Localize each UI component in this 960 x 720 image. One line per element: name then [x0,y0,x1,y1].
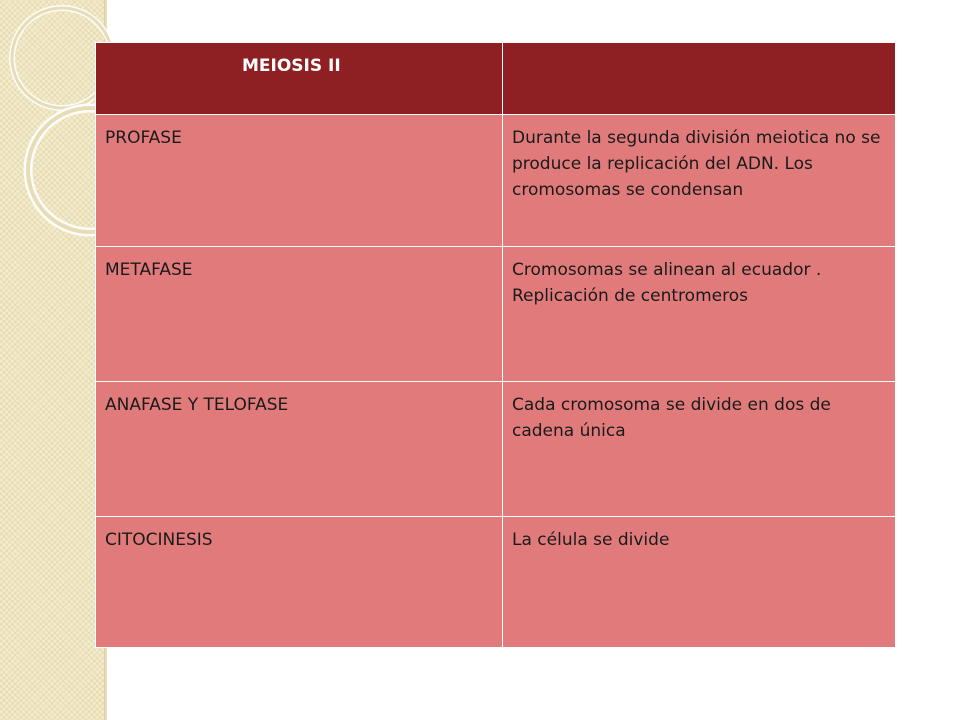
description-cell: Cromosomas se alinean al ecuador . Replicación de centromeros [503,247,896,382]
header-empty-cell [503,43,896,115]
description-cell: La célula se divide [503,517,896,648]
table-row [96,247,896,382]
table-row [96,115,896,247]
description-cell: Durante la segunda división meiotica no se produce la replicación del ADN. Los cromosomas se condensan [503,115,896,247]
table-header-row [96,43,896,115]
phase-cell: ANAFASE Y TELOFASE [96,382,503,517]
phase-cell: PROFASE [96,115,503,247]
table-row [96,517,896,648]
header-title-cell: MEIOSIS II [96,43,503,115]
phase-cell: METAFASE [96,247,503,382]
phase-cell: CITOCINESIS [96,517,503,648]
table-row [96,382,896,517]
meiosis-ii-table [95,42,896,648]
description-cell: Cada cromosoma se divide en dos de cadena única [503,382,896,517]
